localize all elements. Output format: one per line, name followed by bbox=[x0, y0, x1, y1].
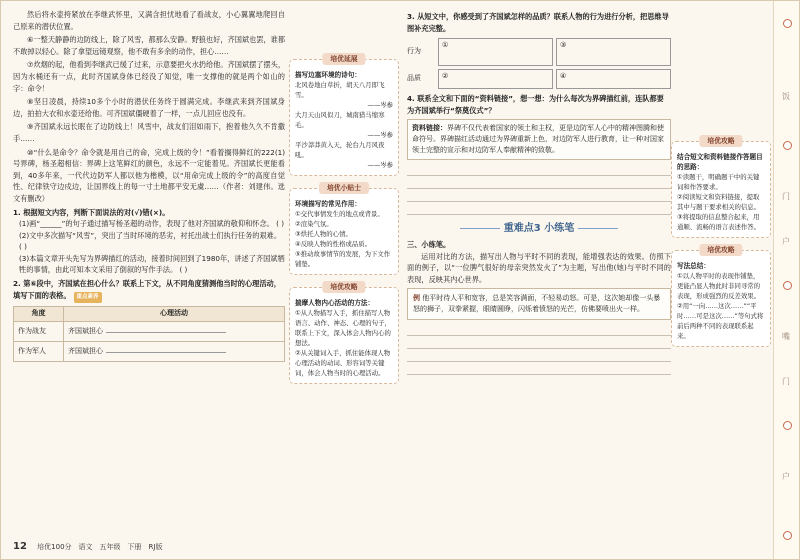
strip-glyph: 户 bbox=[782, 472, 790, 481]
tip-line: ③烘托人物的心情。 bbox=[295, 230, 352, 238]
passage-paragraph: 然后将水壶挎紧放在李继武怀里，又满含担忧地看了看战友，小心翼翼地爬回自己原来的潜伏位置。 bbox=[13, 10, 285, 31]
tip-card-extension bbox=[289, 55, 399, 176]
table-header: 心理活动 bbox=[64, 307, 285, 322]
question-1: 1. 根据短文内容，判断下面说法的对(√)错(×)。 bbox=[13, 207, 170, 217]
mind-map bbox=[407, 38, 671, 89]
tip-line: ③将提取的信息整合起来，用通顺、流畅的语言表述作答。 bbox=[677, 213, 761, 231]
strip-glyph: 饭 bbox=[782, 92, 790, 101]
strip-glyph: 嘴 bbox=[782, 332, 790, 341]
mind-map-box[interactable]: ④ bbox=[556, 69, 671, 89]
question-1-item-3: (3)本篇文章开头先写为界碑描红的活动，接着时间回到了1980年，讲述了齐国斌牺牲的事情，由此可知本文采用了倒叙的写作手法。 ( ) bbox=[19, 253, 285, 275]
material-link-box bbox=[407, 119, 671, 160]
question-3: 3. 从短文中，你感受到了齐国斌怎样的品质？联系人物的行为进行分析，把思维导图补充完整。 bbox=[407, 12, 669, 33]
strip-glyph: 门 bbox=[782, 192, 790, 201]
card-title: 揣摩人物内心活动的方法： bbox=[295, 299, 375, 307]
poem-line: 大月天山风似刀，城南猎马缩寒毛。 bbox=[295, 111, 385, 129]
mind-map-row-label: 品质 bbox=[407, 74, 421, 83]
answer-line[interactable] bbox=[407, 176, 671, 189]
example-box bbox=[407, 288, 671, 320]
card-tag: 培优延展 bbox=[322, 53, 365, 65]
table-cell-angle: 作为战友 bbox=[14, 321, 64, 341]
card-tag: 培优攻略 bbox=[322, 281, 365, 293]
passage-paragraph: ⑥一整天静静的边防线上，除了风雪，都那么安静。野狼也好，齐国斌也罢，谁都不敢掉以轻心。除了拿望远镜观察，他不敢有多余的动作，担心…… bbox=[13, 35, 286, 56]
reading-passage-column bbox=[13, 9, 285, 539]
poem-line: 北风卷地白草折，胡天八月即飞雪。 bbox=[295, 81, 385, 99]
table-cell-angle: 作为军人 bbox=[14, 341, 64, 361]
poem-line: 平沙莽莽黄入天，轮台九月风夜吼。 bbox=[295, 141, 385, 159]
answer-line[interactable] bbox=[407, 163, 671, 176]
tip-card-tips bbox=[289, 184, 399, 275]
table-header: 角度 bbox=[14, 307, 64, 322]
card-tag: 培优攻略 bbox=[699, 244, 742, 256]
tip-line: ①读题干，明确题干中的关键词和作答要求。 bbox=[677, 173, 760, 191]
table-cell-answer[interactable]: 齐国斌担心 bbox=[64, 341, 285, 361]
tip-card-approach bbox=[671, 137, 771, 238]
binding-hole bbox=[783, 281, 792, 290]
binding-hole bbox=[783, 19, 792, 28]
answer-line[interactable] bbox=[407, 202, 671, 215]
answer-line[interactable] bbox=[407, 323, 671, 336]
question-1-item-1: (1)画“______”的句子通过描写杨圣超的动作，表现了他对齐国斌的敬仰和怀念。 ( ) bbox=[19, 219, 285, 229]
writing-prompt: 运用对比的方法，描写出人物与平时不同的表现，能增强表达的效果。仿照下面的例子，以“一位脾气很好的母亲突然发火了”为主题，写出他(她)与平时不同的表现，反映其内心世界。 bbox=[407, 251, 671, 284]
mind-map-box[interactable]: ② bbox=[438, 69, 553, 89]
key-literacy-mark: 重点素养 bbox=[74, 292, 102, 304]
binding-hole bbox=[783, 421, 792, 430]
card-title: 结合短文和资料链接作答题目的思路： bbox=[677, 153, 763, 171]
tip-line: ①以人物平时的表现作铺垫，更能凸显人物此时非同寻常的表现，形成强烈的反差效果。 bbox=[677, 272, 761, 300]
psychology-table bbox=[13, 306, 285, 362]
tip-line: ①从人物描写入手，抓住描写人物语言、动作、神态、心理的句子，联系上下文，深入体会人物内心的想法。 bbox=[295, 309, 391, 347]
card-title: 环境描写的常见作用： bbox=[295, 200, 361, 208]
section-prefix: 重难点3 bbox=[503, 223, 541, 235]
passage-paragraph: ⑨齐国斌永远长眠在了边防线上！风雪中，战友们泪如雨下，抱着他久久不肯撒手…… bbox=[13, 122, 285, 143]
card-title: 描写边塞环境的诗句： bbox=[295, 71, 361, 79]
tip-card-strategy bbox=[289, 283, 399, 384]
material-text: 界碑不仅代表着国家的领土和主权，更是边防军人心中的精神图腾和使命符号。界碑描红活动通过为界碑重新上色，对边防军人进行教育，让一种对国家领土完整的宣示和对边防军人奉献精神的致敬。 bbox=[412, 124, 664, 155]
tip-line: ②用“一向……这次……”“平时……可是这次……”等句式将前后两种不同的表现联系起来。 bbox=[677, 302, 764, 340]
tip-line: ④反映人物的性格或品质。 bbox=[295, 240, 372, 248]
passage-paragraph: ⑧坚日凌晨，持续10多个小时的潜伏任务终于圆满完成。李继武来到齐国斌身边，拍拍大衣和水壶还给他。可齐国斌僵硬着了一样，一点儿回应也没有。 bbox=[13, 97, 285, 118]
poem-author: ——岑参 bbox=[367, 161, 393, 169]
question-2: 2. 第⑥段中，齐国斌在担心什么？联系上下文，从不同角度猜测他当时的心理活动，填写下面的表格。 重点素养 bbox=[13, 278, 285, 303]
section-title: 小练笔 bbox=[544, 223, 575, 235]
example-text: 他平时待人平和宽容，总是笑容满面，不轻易动怒。可是，这次她却像一头暴怒的狮子，双拳紧握，眼睛圆睁，闪烁着愤怒的光芒，仿佛要喷出火一样。 bbox=[413, 294, 661, 314]
questions-column bbox=[407, 9, 671, 539]
mind-map-box[interactable]: ① bbox=[438, 38, 553, 66]
mind-map-box[interactable]: ③ bbox=[556, 38, 671, 66]
tip-line: ①交代事情发生的地点或背景。 bbox=[295, 210, 384, 218]
card-tag: 培优小贴士 bbox=[319, 182, 369, 194]
tip-line: ②从关键词入手，抓住能体现人物心理活动的动词、形容词等关键词，体会人物当时的心理活动。 bbox=[295, 349, 391, 377]
page-footer bbox=[13, 541, 162, 552]
question-1-item-2: (2)文中多次描写“风雪”，突出了当时环境的恶劣，衬托出战士们执行任务的艰难。 ( ) bbox=[19, 230, 282, 252]
answer-line[interactable] bbox=[407, 189, 671, 202]
table-row bbox=[14, 321, 285, 341]
tips-column-right bbox=[671, 137, 771, 421]
answer-paren[interactable]: ( ) bbox=[179, 265, 188, 275]
section-heading bbox=[407, 223, 671, 235]
binding-hole bbox=[783, 531, 792, 540]
passage-paragraph: ⑩“什么是命令？命令就是用自己的命，完成上级的令！”看着搁得鲜红的222(1)号界碑，杨圣超相信：界碑上这笔鲜红的颜色，永远不一定能着见。齐国斌长更能看到，40多年来，一代代边防军人都以他为楷模，以“用命完成上级的令”的高度自觉性、纪律铁守边戍边，让国界线上的每一寸土地都平安无虞……（作者：刘建伟。选文有删改） bbox=[13, 147, 285, 203]
example-label: 例 bbox=[413, 294, 420, 303]
tip-line: ②渲染气氛。 bbox=[295, 220, 333, 228]
tip-card-writing bbox=[671, 246, 771, 347]
answer-line[interactable] bbox=[407, 336, 671, 349]
page-number: 12 bbox=[13, 541, 27, 552]
answer-line[interactable] bbox=[407, 349, 671, 362]
passage-paragraph: ⑦炊烟的起，他看到李继武已缓了过来，示意要把火水扔给他。齐国斌摆了摆头，因为水桶还有一点，此时齐国斌身体已经没了知觉，唯一支撑他的就是两个如山的字：命令！ bbox=[13, 60, 286, 93]
answer-paren[interactable]: ( ) bbox=[19, 242, 27, 252]
book-info: 培优100分 语文 五年级 下册 RJ版 bbox=[37, 543, 163, 551]
binding-hole bbox=[783, 141, 792, 150]
strip-glyph: 门 bbox=[782, 377, 790, 386]
poem-author: ——岑参 bbox=[367, 101, 393, 109]
card-tag: 培优攻略 bbox=[699, 135, 742, 147]
answer-paren[interactable]: ( ) bbox=[276, 219, 285, 229]
question-4: 4. 联系全文和下面的“资料链接”，想一想：为什么每次为界碑描红前，连队都要为齐国斌举行“祭奠仪式”？ bbox=[407, 94, 664, 115]
material-label: 资料链接： bbox=[412, 124, 447, 133]
tip-line: ②阅读短文和资料链接，提取其中与题干要求相关的信息。 bbox=[677, 193, 761, 211]
table-cell-answer[interactable]: 齐国斌担心 bbox=[64, 321, 285, 341]
binding-strip bbox=[773, 1, 800, 560]
table-row bbox=[14, 341, 285, 361]
writing-task-heading: 三、小练笔。 bbox=[407, 239, 451, 249]
strip-glyph: 户 bbox=[782, 237, 790, 246]
answer-line[interactable] bbox=[407, 362, 671, 375]
tip-line: ⑤推动故事情节的发展，为下文作铺垫。 bbox=[295, 250, 391, 268]
mind-map-row-label: 行为 bbox=[407, 47, 421, 56]
poem-author: ——岑参 bbox=[367, 131, 393, 139]
tips-column-left bbox=[289, 55, 399, 539]
card-title: 写法总结： bbox=[677, 262, 710, 270]
